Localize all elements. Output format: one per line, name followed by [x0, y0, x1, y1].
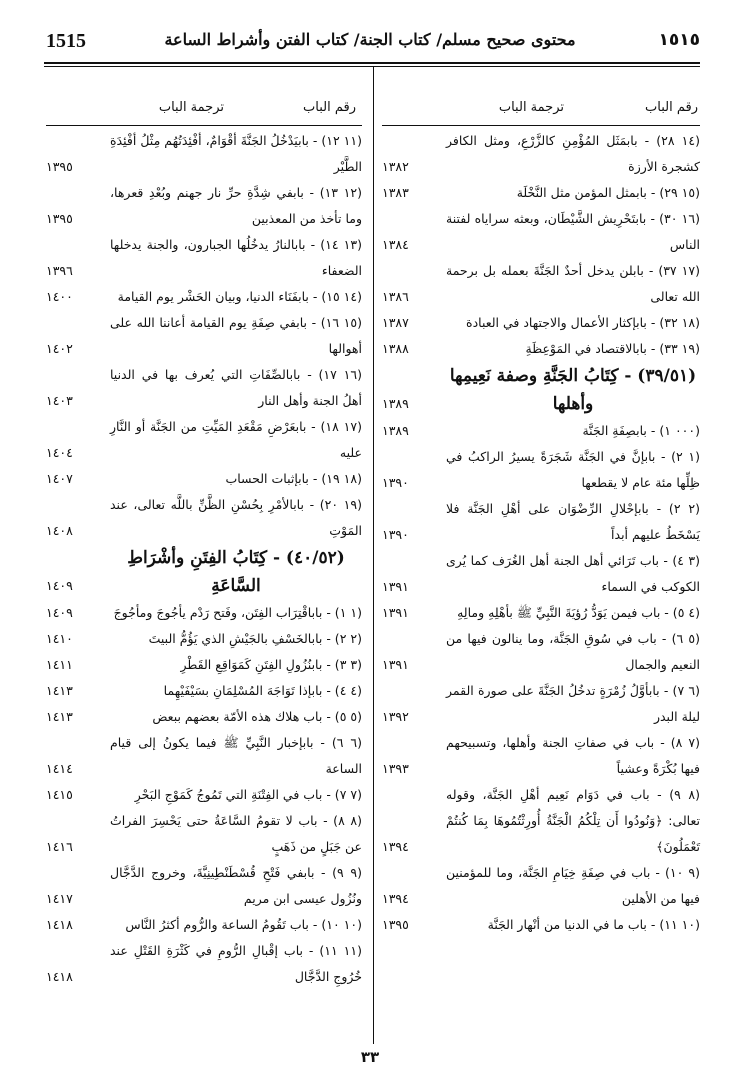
entry-title: (٨ ٨) - باب لا تقومُ السَّاعَةُ حتى يَحْسِرَ الفراتُ عن جَبَلٍ من ذَهَبٍ [110, 813, 362, 854]
toc-entry [46, 600, 362, 626]
toc-entry [46, 938, 362, 990]
toc-entry [382, 336, 700, 362]
column-divider [373, 66, 374, 1044]
entry-page: ١٣٨٣ [382, 185, 409, 200]
entry-title: (٢ ٢) - بابإحْلالِ الرِّضْوَان على أهْلِ الجَنَّة فلا يَسْخَطُ عليهم أبداً [446, 501, 700, 542]
entry-title: (٩ ٩) - بابفي فَتْحِ قُسْطَنْطِينِيَّةَ، وخروج الدَّجَّال ونُزُول عيسى ابن مريم [110, 865, 362, 906]
book-heading [46, 544, 362, 600]
book-heading-page: ١٤٠٩ [46, 578, 73, 593]
toc-entry [46, 704, 362, 730]
toc-entry [382, 258, 700, 310]
entry-page: ١٣٩٠ [382, 475, 409, 490]
header-rule-thin [44, 66, 700, 67]
running-title: محتوى صحيح مسلم/ كتاب الجنة/ كتاب الفتن وأشراط الساعة [164, 30, 576, 49]
entry-page: ١٣٩٦ [46, 263, 73, 278]
entry-title: (١١ ١١) - باب إقْبالِ الرُّومِ في كَثْرَةِ القَتْلِ عند خُرُوجِ الدَّجَّال [110, 943, 362, 984]
entry-page: ١٣٨٨ [382, 341, 409, 356]
entry-page: ١٤١٥ [46, 787, 73, 802]
left-col-number-heading: رقم الباب [303, 100, 356, 115]
entry-page: ١٣٩٤ [382, 839, 409, 854]
book-heading-text: (٣٩/٥١) - كِتَابُ الجَنَّةِ وصفة نَعِيمِها وأهلها [449, 366, 697, 414]
entry-page: ١٣٨٢ [382, 159, 409, 174]
entry-page: ١٣٨٧ [382, 315, 409, 330]
toc-entry [382, 626, 700, 678]
right-col-title-heading: ترجمة الباب [498, 100, 564, 115]
entry-title: (١٨ ٣٢) - بابإكثار الأعمال والاجتهاد في العبادة [466, 315, 700, 330]
entry-page: ١٤٠٩ [46, 605, 73, 620]
entry-title: (١٠ ١١) - باب ما في الدنيا من أنْهار الجَنَّة [487, 917, 700, 932]
toc-entry [46, 232, 362, 284]
entry-title: (٢ ٢) - بابالخَسْفِ بالجَيْشِ الذي يَؤُمُّ البيتَ [148, 631, 362, 646]
entry-page: ١٤١٠ [46, 631, 73, 646]
toc-entry [382, 310, 700, 336]
toc-entry [382, 128, 700, 180]
entry-page: ١٤١٦ [46, 839, 73, 854]
toc-entry [46, 128, 362, 180]
entry-title: (١٥ ٢٩) - بابمثل المؤمن مثل النَّخْلَة [516, 185, 700, 200]
entry-title: (٥ ٦) - باب في سُوقِ الجَنَّة، وما ينالون فيها من النعيم والجمال [446, 631, 700, 672]
left-col-title-heading: ترجمة الباب [158, 100, 224, 115]
toc-entry [382, 180, 700, 206]
entry-page: ١٤١٧ [46, 891, 73, 906]
entry-title: (١٠ ١٠) - باب تَقُومُ الساعة والرُّوم أكثرُ النَّاس [125, 917, 362, 932]
entry-title: (١٩ ٣٣) - بابالاقتصاد في المَوْعِظَةِ [525, 341, 700, 356]
entry-page: ١٣٩١ [382, 605, 409, 620]
toc-entry [382, 496, 700, 548]
entry-page: ١٣٩٠ [382, 527, 409, 542]
toc-entry [46, 912, 362, 938]
entry-title: (١٤ ١٥) - بابفَنَاء الدنيا، وبيان الحَشْر يوم القيامة [117, 289, 362, 304]
entry-title: (٨ ٩) - باب في دَوَام نَعِيم أهْلِ الجَنَّة، وقوله تعالى: ﴿وَنُودُوا أَن تِلْكُمُ الْجَنَّةُ أُورِثْتُمُوهَا بِمَا كُنتُمْ تَعْمَلُونَ﴾ [446, 787, 700, 854]
entry-page: ١٤١١ [46, 657, 73, 672]
entry-title: (١٧ ١٨) - بابعَرْضِ مَقْعَدِ المَيِّتِ من الجَنَّة أو النَّارِ عليه [110, 419, 362, 460]
toc-entry [46, 808, 362, 860]
entry-page: ١٣٩٥ [46, 159, 73, 174]
entry-title: (٦ ٧) - بابأوَّلُ زُمْرَةٍ تدخُلُ الجَنَّةَ على صورة القمر ليلة البدر [446, 683, 700, 724]
toc-entry [46, 414, 362, 466]
toc-entry [382, 444, 700, 496]
entry-page: ١٣٩١ [382, 657, 409, 672]
entry-title: (١٧ ٣٧) - بابلن يدخل أحدٌ الجَنَّةَ بعمله بل برحمة الله تعالى [446, 263, 700, 304]
toc-entry [382, 782, 700, 860]
entry-page: ١٤٠٠ [46, 289, 73, 304]
page-number-latin: 1515 [46, 30, 86, 52]
right-col-heading-rule [382, 125, 700, 126]
entry-page: ١٤٠٢ [46, 341, 73, 356]
entry-title: (٧ ٨) - باب في صفاتِ الجنة وأهلها، وتسبيحهم فيها بُكْرَةً وعشياً [446, 735, 700, 776]
entry-title: (١٦ ٣٠) - بابتَحْرِيش الشَّيْطَان، وبعثه سراياه لفتنة الناس [446, 211, 700, 252]
entry-page: ١٤٠٨ [46, 523, 73, 538]
toc-entry [382, 206, 700, 258]
entry-page: ١٣٩٤ [382, 891, 409, 906]
toc-entry [46, 678, 362, 704]
entry-title: (١٤ ٢٨) - بابمَثَل المُؤْمِنِ كالزَّرْعِ، ومثل الكافر كشجرة الأرزة [446, 133, 700, 174]
entry-page: ١٤١٤ [46, 761, 73, 776]
toc-entry [382, 418, 700, 444]
toc-entry [46, 310, 362, 362]
entry-title: (١٩ ٢٠) - بابالأمْرِ بِحُسْنِ الظَّنِّ باللَّه تعالى، عند المَوْتِ [110, 497, 362, 538]
entry-page: ١٤١٣ [46, 709, 73, 724]
entry-page: ١٣٨٤ [382, 237, 409, 252]
entry-title: (١١ ١٢) - بابيَدْخُلُ الجَنَّةَ أقْوَامٌ، أفْئِدَتُهُم مِثْلُ أفْئِدَةِ الطَّيْر [110, 133, 362, 174]
footer-page-number: ٣٣ [360, 1048, 380, 1066]
book-heading-text: (٤٠/٥٢) - كِتَابُ الفِتَنِ وأشْرَاطِ السَّاعَةِ [127, 548, 345, 596]
entry-title: (٣ ٣) - بابنُزُولِ الفِتَنِ كَمَوَاقِعِ القَطْرِ [180, 657, 362, 672]
entry-title: (١٢ ١٣) - بابفي شِدَّةِ حرِّ نار جهنم وبُعْدِ قعرها، وما تأخذ من المعذبين [110, 185, 362, 226]
entry-title: (١٦ ١٧) - بابالصِّفَاتِ التي يُعرف بها في الدنيا أهلُ الجنة وأهل النار [110, 367, 362, 408]
toc-entry [46, 492, 362, 544]
toc-entry [46, 466, 362, 492]
toc-entry [46, 860, 362, 912]
toc-entry [46, 362, 362, 414]
toc-entry [382, 678, 700, 730]
right-column [382, 128, 700, 938]
entry-title: (١٥ ١٦) - بابفي صِفَةِ يوم القيامة أعاننا الله على أهوالها [110, 315, 362, 356]
entry-page: ١٣٨٩ [382, 423, 409, 438]
page-number-arabic: ١٥١٥ [658, 30, 700, 50]
page-header [0, 0, 740, 62]
entry-title: (١ ٢) - بابإنَّ في الجَنَّة شَجَرَةً يسيرُ الراكبُ في ظِلِّها مئة عام لا يقطعها [446, 449, 700, 490]
entry-title: (٩ ١٠) - باب في صِفَةِ خِيَامِ الجَنَّة، وما للمؤمنين فيها من الأهلين [446, 865, 700, 906]
entry-page: ١٣٩٣ [382, 761, 409, 776]
left-col-heading-rule [46, 125, 362, 126]
entry-title: (٥ ٥) - باب هلاك هذه الأمّة بعضهم ببعض [152, 709, 362, 724]
entry-page: ١٣٩٢ [382, 709, 409, 724]
entry-title: (٤ ٤) - بابإذا تَوَاجَهَ المُسْلِمَانِ بسَيْفَيْهِما [163, 683, 362, 698]
header-rule [44, 62, 700, 64]
toc-entry [46, 730, 362, 782]
entry-page: ١٤٠٧ [46, 471, 73, 486]
entry-title: (١٣ ١٤) - بابالنارُ يدخُلُها الجبارون، والجنة يدخلها الضعفاء [110, 237, 362, 278]
toc-entry [46, 180, 362, 232]
entry-title: (٠٠٠ ١) - بابصِفَةِ الجَنَّة [582, 423, 700, 438]
book-heading [382, 362, 700, 418]
toc-entry [382, 600, 700, 626]
entry-title: (٤ ٥) - باب فيمن يَوَدُّ رُؤيَةَ النَّبِيِّ ﷺ بأهْلِهِ ومالِهِ [457, 605, 700, 620]
entry-page: ١٣٩٥ [46, 211, 73, 226]
entry-title: (١٨ ١٩) - بابإثبات الحساب [225, 471, 362, 486]
entry-page: ١٤٠٣ [46, 393, 73, 408]
entry-title: (١ ١) - باباقْتِرَاب الفِتَن، وفَتح رَدْم يأجُوجَ ومأجُوجَ [113, 605, 362, 620]
toc-entry [46, 652, 362, 678]
entry-page: ١٣٩١ [382, 579, 409, 594]
toc-entry [46, 284, 362, 310]
entry-page: ١٤٠٤ [46, 445, 73, 460]
entry-title: (٦ ٦) - بابإخبار النَّبِيِّ ﷺ فيما يكونُ إلى قيام الساعة [110, 735, 362, 776]
toc-entry [382, 860, 700, 912]
entry-title: (٧ ٧) - باب في الفِتْنَةِ التي تَمُوجُ كَمَوْجِ البَحْرِ [134, 787, 362, 802]
entry-page: ١٤١٣ [46, 683, 73, 698]
right-col-number-heading: رقم الباب [645, 100, 698, 115]
entry-page: ١٣٩٥ [382, 917, 409, 932]
toc-entry [382, 730, 700, 782]
toc-entry [382, 548, 700, 600]
entry-title: (٣ ٤) - باب تَرَائي أهل الجنة أهل الغُرَف كما يُرى الكوكب في السماء [446, 553, 700, 594]
left-column [46, 128, 362, 990]
book-heading-page: ١٣٨٩ [382, 396, 409, 411]
toc-entry [46, 782, 362, 808]
entry-page: ١٤١٨ [46, 969, 73, 984]
toc-entry [382, 912, 700, 938]
toc-entry [46, 626, 362, 652]
entry-page: ١٣٨٦ [382, 289, 409, 304]
entry-page: ١٤١٨ [46, 917, 73, 932]
